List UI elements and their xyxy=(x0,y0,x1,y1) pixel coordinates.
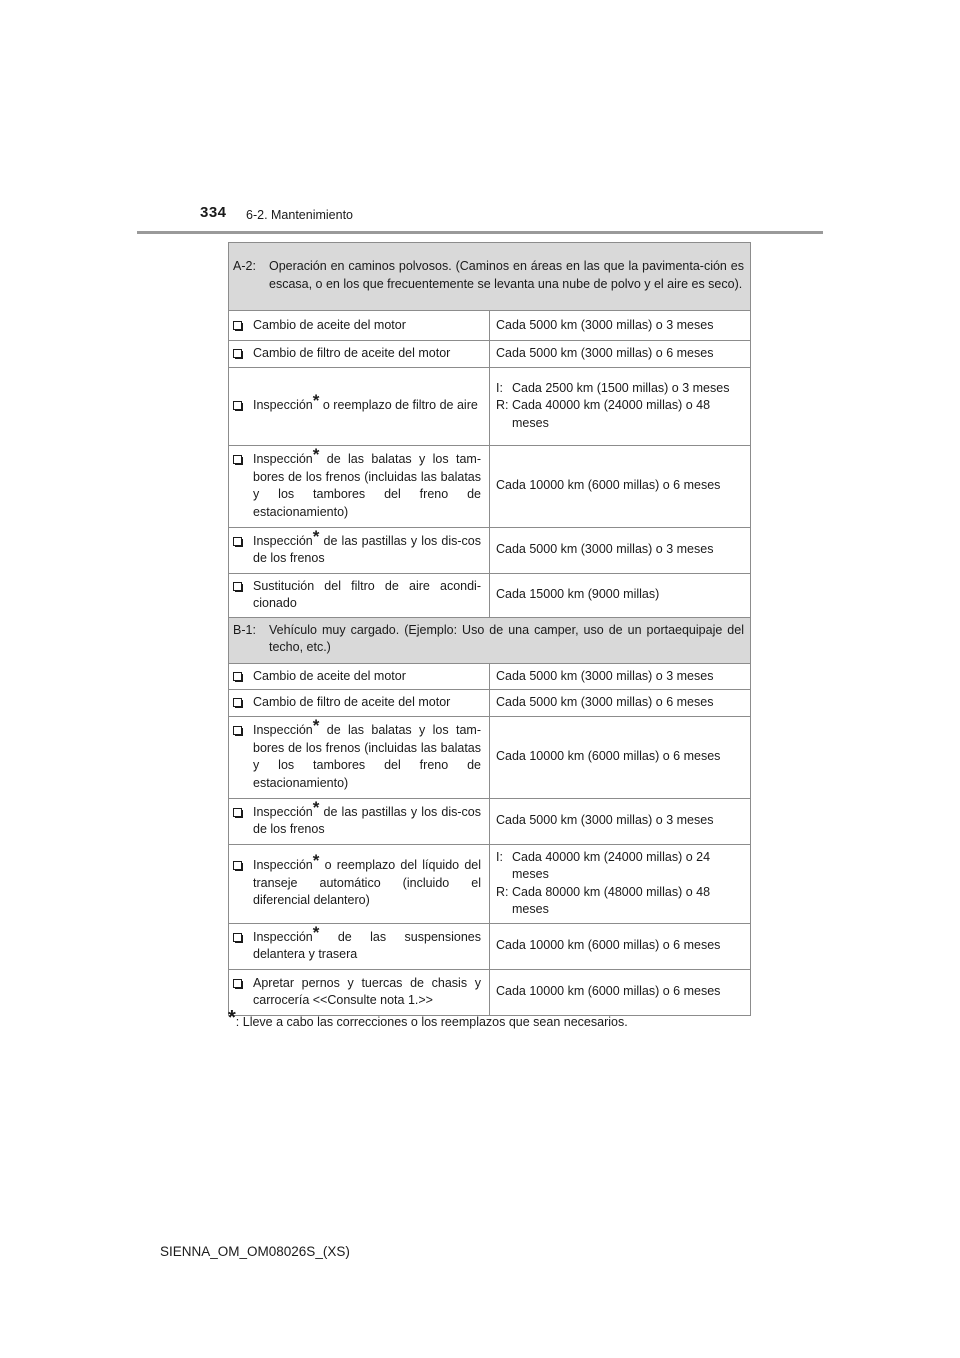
interval-text: Cada 5000 km (3000 millas) o 3 meses xyxy=(496,317,714,332)
item-cell xyxy=(229,527,490,573)
section-code: A-2: xyxy=(233,259,256,273)
item-text: Inspección* o reemplazo del líquido del transeje automático (incluido el diferencial delantero) xyxy=(253,851,481,908)
asterisk-icon: * xyxy=(312,922,320,942)
table-row xyxy=(229,798,751,844)
interval-cell xyxy=(490,573,751,617)
table-row xyxy=(229,445,751,527)
item-cell xyxy=(229,573,490,617)
asterisk-icon: * xyxy=(312,445,320,464)
item-text: Apretar pernos y tuercas de chasis y carrocería <<Consulte nota 1.>> xyxy=(253,975,481,1007)
checkbox-icon xyxy=(233,537,245,546)
section-title: 6-2. Mantenimiento xyxy=(246,208,354,222)
interval-line: R: Cada 80000 km (48000 millas) o 48 meses xyxy=(496,884,711,916)
checkbox-icon xyxy=(233,861,245,870)
interval-cell xyxy=(490,311,751,341)
table-row xyxy=(229,573,751,617)
checkbox-icon xyxy=(233,933,245,942)
section-description: Operación en caminos polvosos. (Caminos en áreas en las que la pavimenta-ción es escasa, o en los que frecuentemente se levanta una nube de polvo y el aire es seco). xyxy=(269,259,744,291)
item-text: Inspección* o reemplazo de filtro de aire xyxy=(253,391,478,413)
header-rule xyxy=(137,231,823,234)
checkbox-icon xyxy=(233,349,245,358)
section-code: B-1: xyxy=(233,622,256,637)
item-text: Inspección* de las balatas y los tam-bores de los frenos (incluidas las balatas y los tambores del freno de estacionamiento) xyxy=(253,716,481,790)
document-id: SIENNA_OM_OM08026S_(XS) xyxy=(160,1244,350,1259)
checkbox-icon xyxy=(233,979,245,988)
item-cell xyxy=(229,923,490,969)
asterisk-icon: * xyxy=(312,797,320,817)
interval-text: Cada 15000 km (9000 millas) xyxy=(496,587,660,602)
table-row xyxy=(229,527,751,573)
item-cell xyxy=(229,311,490,341)
asterisk-icon: * xyxy=(312,391,320,411)
table-row xyxy=(229,663,751,690)
table-row xyxy=(229,716,751,798)
interval-cell xyxy=(490,690,751,717)
interval-cell xyxy=(490,341,751,368)
table-row xyxy=(229,923,751,969)
item-text: Inspección* de las pastillas y los dis-cos de los frenos xyxy=(253,797,481,836)
table-row xyxy=(229,311,751,341)
interval-cell xyxy=(490,969,751,1015)
item-cell xyxy=(229,367,490,445)
maintenance-table xyxy=(228,242,751,1016)
interval-line: I: Cada 2500 km (1500 millas) o 3 meses xyxy=(496,380,730,395)
table-row xyxy=(229,690,751,717)
interval-text: Cada 5000 km (3000 millas) o 3 meses xyxy=(496,668,714,683)
asterisk-icon: * xyxy=(312,526,320,546)
interval-line: R: Cada 40000 km (24000 millas) o 48 meses xyxy=(496,398,711,430)
interval-cell xyxy=(490,445,751,527)
interval-text: Cada 5000 km (3000 millas) o 6 meses xyxy=(496,695,714,709)
section-header xyxy=(229,617,751,663)
interval-text: Cada 5000 km (3000 millas) o 3 meses xyxy=(496,813,714,828)
interval-text: Cada 5000 km (3000 millas) o 3 meses xyxy=(496,542,714,557)
interval-cell xyxy=(490,367,751,445)
interval-text: Cada 10000 km (6000 millas) o 6 meses xyxy=(496,478,721,493)
item-cell xyxy=(229,844,490,923)
checkbox-icon xyxy=(233,401,245,410)
interval-cell xyxy=(490,527,751,573)
item-text: Cambio de aceite del motor xyxy=(253,668,406,683)
item-cell xyxy=(229,690,490,717)
item-text: Cambio de aceite del motor xyxy=(253,317,406,332)
interval-text: Cada 5000 km (3000 millas) o 6 meses xyxy=(496,346,714,360)
item-cell xyxy=(229,341,490,368)
interval-text: Cada 10000 km (6000 millas) o 6 meses xyxy=(496,749,721,764)
asterisk-icon: * xyxy=(312,716,320,735)
checkbox-icon xyxy=(233,321,245,330)
item-text: Inspección* de las balatas y los tam-bores de los frenos (incluidas las balatas y los tambores del freno de estacionamiento) xyxy=(253,445,481,519)
footnote-text: : Lleve a cabo las correcciones o los reemplazos que sean necesarios. xyxy=(235,1015,628,1029)
section-header xyxy=(229,243,751,311)
asterisk-icon: * xyxy=(228,1007,236,1029)
table-row xyxy=(229,367,751,445)
table-row xyxy=(229,844,751,923)
item-text: Inspección* de las pastillas y los dis-cos de los frenos xyxy=(253,526,481,565)
interval-cell xyxy=(490,923,751,969)
item-text: Cambio de filtro de aceite del motor xyxy=(253,346,451,360)
interval-cell xyxy=(490,844,751,923)
table-row xyxy=(229,969,751,1015)
page-number: 334 xyxy=(200,204,227,221)
interval-text: Cada 10000 km (6000 millas) o 6 meses xyxy=(496,938,721,953)
table-row xyxy=(229,341,751,368)
item-cell xyxy=(229,716,490,798)
checkbox-icon xyxy=(233,698,245,707)
checkbox-icon xyxy=(233,455,245,464)
section-row xyxy=(229,617,751,663)
checkbox-icon xyxy=(233,726,245,735)
footnote xyxy=(228,1007,628,1029)
interval-text: Cada 10000 km (6000 millas) o 6 meses xyxy=(496,984,721,999)
item-cell xyxy=(229,798,490,844)
checkbox-icon xyxy=(233,672,245,681)
checkbox-icon xyxy=(233,808,245,817)
checkbox-icon xyxy=(233,582,245,591)
interval-cell xyxy=(490,663,751,690)
item-text: Sustitución del filtro de aire acondi-cionado xyxy=(253,578,481,610)
item-cell xyxy=(229,445,490,527)
item-cell xyxy=(229,663,490,690)
section-row xyxy=(229,243,751,311)
section-description: Vehículo muy cargado. (Ejemplo: Uso de una camper, uso de un portaequipaje del techo, etc.) xyxy=(269,622,744,654)
interval-cell xyxy=(490,716,751,798)
item-text: Cambio de filtro de aceite del motor xyxy=(253,695,451,709)
item-text: Inspección* de las suspensiones delantera y trasera xyxy=(253,922,481,961)
interval-cell xyxy=(490,798,751,844)
item-cell xyxy=(229,969,490,1015)
asterisk-icon: * xyxy=(312,851,320,871)
interval-line: I: Cada 40000 km (24000 millas) o 24 meses xyxy=(496,849,711,881)
